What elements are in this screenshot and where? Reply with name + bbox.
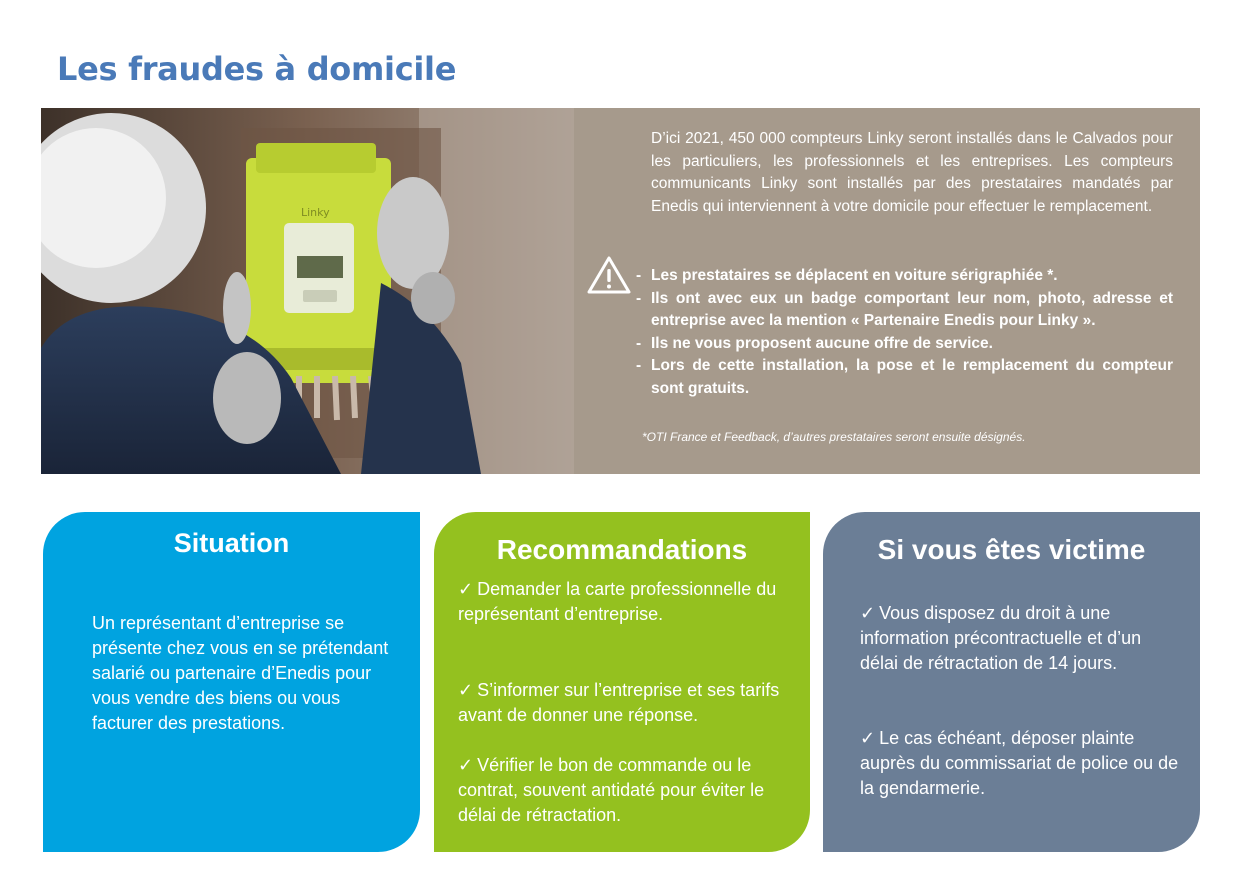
recommandation-item: ✓ S’informer sur l’entreprise et ses tarifs avant de donner une réponse. <box>458 680 780 725</box>
check-icon: ✓ <box>458 579 474 599</box>
key-point: - Ils ont avec eux un badge comportant leur nom, photo, adresse et entreprise avec la mention « Partenaire Enedis pour Linky ». <box>634 288 1173 333</box>
victime-item: ✓ Le cas échéant, déposer plainte auprès du commissariat de police ou de la gendarmerie. <box>860 728 1179 798</box>
check-icon: ✓ <box>458 680 474 700</box>
info-panel <box>574 108 1200 474</box>
meter-installation-photo <box>41 108 574 474</box>
key-point: - Lors de cette installation, la pose et le remplacement du compteur sont gratuits. <box>634 355 1173 400</box>
situation-text: Un représentant d’entreprise se présente chez vous en se prétendant salarié ou partenaire d’Enedis pour vous vendre des biens ou vous facturer des prestations. <box>92 613 389 733</box>
key-point: - Ils ne vous proposent aucune offre de service. <box>634 333 1173 356</box>
situation-title: Situation <box>173 528 290 558</box>
meter-brand-label: Linky <box>301 206 330 219</box>
intro-paragraph: D’ici 2021, 450 000 compteurs Linky seront installés dans le Calvados pour les particuliers, les professionnels et les entreprises. Les compteurs communicants Linky sont installés par des prestataires mandatés par Enedis qui interviennent à votre domicile pour effectuer le remplacement. <box>651 130 1173 215</box>
situation-card <box>43 512 420 852</box>
check-icon: ✓ <box>860 603 876 623</box>
check-icon: ✓ <box>458 755 474 775</box>
recommandation-item: ✓ Vérifier le bon de commande ou le contrat, souvent antidaté pour éviter le délai de rétractation. <box>458 755 765 825</box>
victime-item: ✓ Vous disposez du droit à une information précontractuelle et d’un délai de rétractation de 14 jours. <box>860 603 1142 673</box>
key-points-list <box>634 265 1173 400</box>
recommandation-item: ✓ Demander la carte professionnelle du représentant d’entreprise. <box>458 579 777 624</box>
recommandations-card <box>434 512 810 852</box>
warning-triangle-icon <box>586 255 632 295</box>
key-point: - Les prestataires se déplacent en voiture sérigraphiée *. <box>634 265 1173 288</box>
recommandations-title: Recommandations <box>496 534 748 565</box>
page-title: Les fraudes à domicile <box>57 50 457 88</box>
check-icon: ✓ <box>860 728 876 748</box>
victime-card <box>823 512 1200 852</box>
victime-title: Si vous êtes victime <box>877 534 1146 565</box>
footnote: *OTI France et Feedback, d’autres prestataires seront ensuite désignés. <box>642 430 1026 444</box>
